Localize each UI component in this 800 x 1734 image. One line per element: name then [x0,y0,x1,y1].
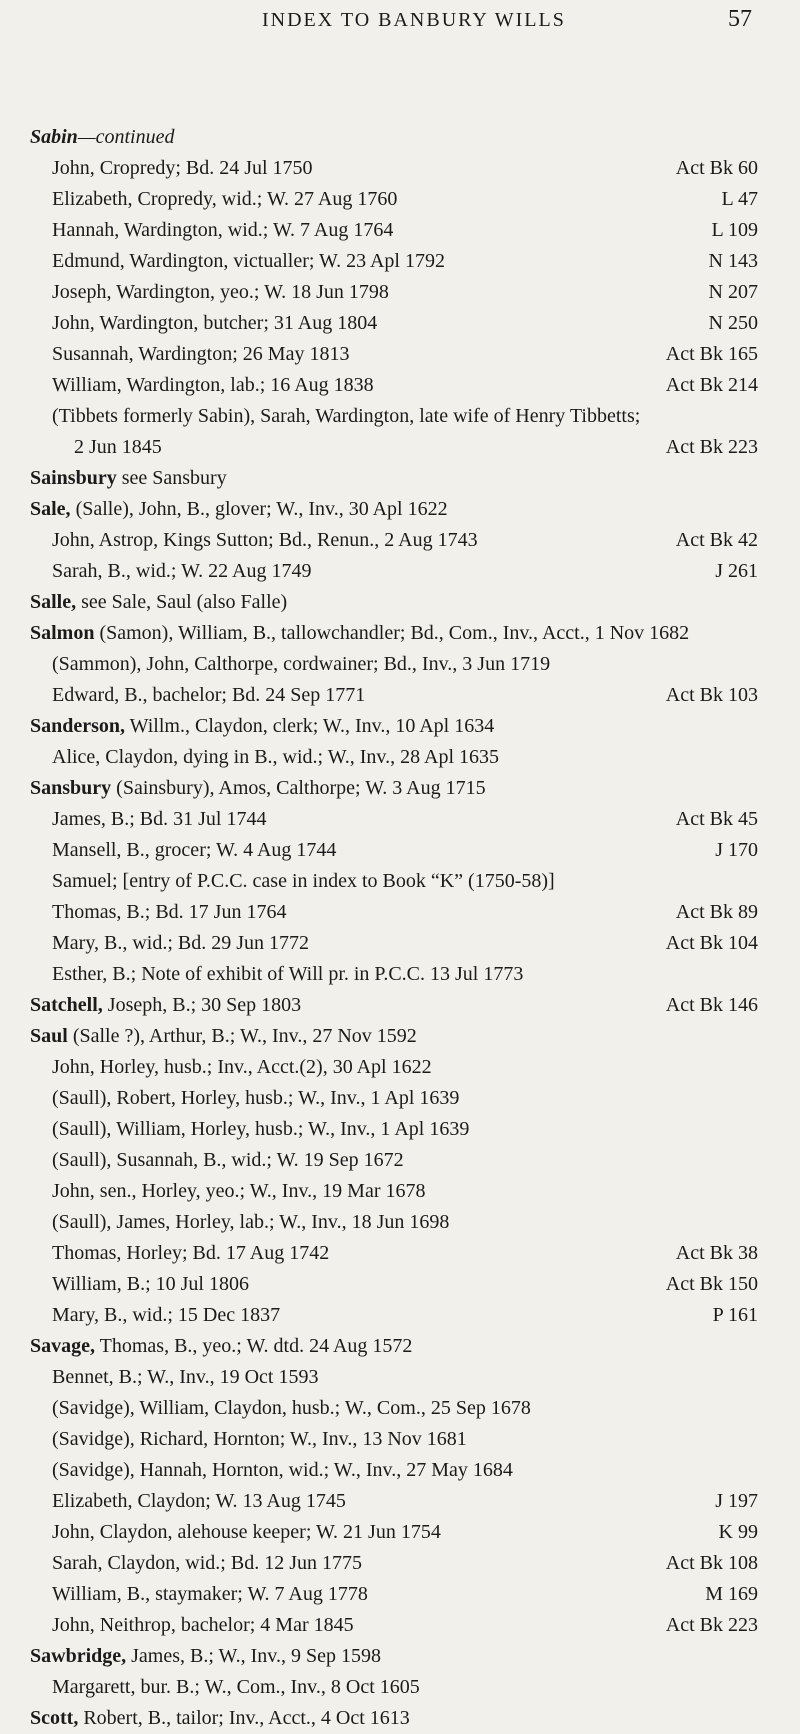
index-line [0,773,800,804]
index-line [0,711,800,742]
index-line [0,215,800,246]
entry-text [52,1517,441,1548]
entry-detail: (Samon), William, B., tallowchandler; Bd., Com., Inv., Acct., 1 Nov 1682 [94,622,690,644]
entry-text [52,1083,459,1114]
entry-text [52,246,445,277]
entry-reference: Act Bk 45 [675,808,758,830]
entry-text [52,835,336,866]
entry-text [52,1269,249,1300]
surname-heading: Savage, [30,1335,95,1357]
entry-text [52,525,478,556]
entry-text [52,1207,449,1238]
entry-detail: see Sale, Saul (also Falle) [76,591,288,613]
index-line [0,556,800,587]
entry-text [30,1021,417,1052]
entry-text [52,1300,280,1331]
index-line [0,1021,800,1052]
index-line [0,1641,800,1672]
entry-text [30,463,227,494]
entry-text [52,897,286,928]
entry-text [52,1610,354,1641]
index-line [0,153,800,184]
index-line [0,1579,800,1610]
surname-heading: Salmon [30,622,95,644]
entry-text [30,122,174,153]
index-line [0,618,800,649]
entry-detail: Willm., Claydon, clerk; W., Inv., 10 Apl 1634 [125,715,495,737]
entry-text [52,401,640,432]
entry-text [52,742,499,773]
surname-heading: Sawbridge, [30,1645,127,1667]
entry-detail: John, Astrop, Kings Sutton; Bd., Renun., 2 Aug 1743 [52,529,478,551]
entry-reference: J 261 [715,560,758,582]
index-line [0,1083,800,1114]
entry-text [52,556,311,587]
entry-text [52,1424,467,1455]
index-line [0,928,800,959]
entry-detail: Samuel; [entry of P.C.C. case in index to Book “K” (1750-58)] [52,870,555,892]
entry-text [52,1176,425,1207]
surname-heading: Salle, [30,591,77,613]
surname-heading: Satchell, [30,994,103,1016]
index-line [0,959,800,990]
index-line [0,277,800,308]
entry-text [30,1331,412,1362]
entry-text [52,1238,329,1269]
entry-detail: (Saull), Susannah, B., wid.; W. 19 Sep 1672 [52,1149,404,1171]
index-line [0,649,800,680]
entry-text [52,928,309,959]
entry-text [30,1641,381,1672]
index-line [0,1176,800,1207]
index-line [0,1362,800,1393]
surname-heading: Sanderson, [30,715,126,737]
entry-reference: Act Bk 103 [665,684,758,706]
entry-detail: —continued [77,126,175,148]
entry-detail: Elizabeth, Claydon; W. 13 Aug 1745 [52,1490,346,1512]
entry-detail: Mary, B., wid.; 15 Dec 1837 [52,1304,281,1326]
surname-heading: Saul [30,1025,68,1047]
entry-detail: Sarah, B., wid.; W. 22 Aug 1749 [52,560,312,582]
entry-text [52,1052,432,1083]
index-line [0,1703,800,1734]
index-line [0,525,800,556]
entry-detail: Thomas, B., yeo.; W. dtd. 24 Aug 1572 [95,1335,413,1357]
entry-text [30,990,301,1021]
entry-text [52,1362,318,1393]
index-line [0,1517,800,1548]
index-line [0,1114,800,1145]
entry-text [52,680,365,711]
entry-text [52,1455,513,1486]
header-title: INDEX TO BANBURY WILLS [262,9,566,31]
entry-text [52,1672,420,1703]
index-line [0,1486,800,1517]
entry-text [52,370,374,401]
index-line [0,1331,800,1362]
entry-detail: John, Horley, husb.; Inv., Acct.(2), 30 Apl 1622 [52,1056,432,1078]
entry-text [52,1486,346,1517]
entry-reference: Act Bk 214 [665,374,758,396]
index-line [0,184,800,215]
entry-detail: John, Claydon, alehouse keeper; W. 21 Jun 1754 [52,1521,441,1543]
entry-detail: Alice, Claydon, dying in B., wid.; W., Inv., 28 Apl 1635 [52,746,500,768]
index-line [0,401,800,432]
index-line [0,835,800,866]
entry-text [52,215,393,246]
entry-detail: Edmund, Wardington, victualler; W. 23 Apl 1792 [52,250,445,272]
index-line [0,1610,800,1641]
entry-text [52,339,349,370]
entry-reference: J 197 [715,1490,758,1512]
entry-detail: (Salle), John, B., glover; W., Inv., 30 Apl 1622 [70,498,448,520]
entry-text [52,277,389,308]
entry-detail: (Saull), James, Horley, lab.; W., Inv., 18 Jun 1698 [52,1211,450,1233]
entry-reference: M 169 [705,1583,758,1605]
surname-heading: Sainsbury [30,467,117,489]
entry-reference: N 250 [708,312,758,334]
surname-heading: Sansbury [30,777,112,799]
entry-text [52,184,397,215]
entry-detail: John, sen., Horley, yeo.; W., Inv., 19 Mar 1678 [52,1180,426,1202]
entry-detail: John, Wardington, butcher; 31 Aug 1804 [52,312,378,334]
entry-detail: Joseph, Wardington, yeo.; W. 18 Jun 1798 [52,281,389,303]
entry-reference: Act Bk 146 [665,994,758,1016]
index-line [0,680,800,711]
index-line [0,1672,800,1703]
entry-reference: Act Bk 104 [665,932,758,954]
index-line [0,1548,800,1579]
entry-detail: Esther, B.; Note of exhibit of Will pr. in P.C.C. 13 Jul 1773 [52,963,524,985]
entry-text [52,1548,362,1579]
entry-reference: L 47 [721,188,758,210]
surname-heading: Sale, [30,498,71,520]
entry-reference: Act Bk 60 [675,157,758,179]
entry-detail: (Savidge), Richard, Hornton; W., Inv., 13 Nov 1681 [52,1428,467,1450]
entry-detail: (Savidge), Hannah, Hornton, wid.; W., Inv., 27 May 1684 [52,1459,513,1481]
entry-detail: (Sammon), John, Calthorpe, cordwainer; Bd., Inv., 3 Jun 1719 [52,653,551,675]
surname-heading: Scott, [30,1707,79,1729]
entry-detail: Thomas, Horley; Bd. 17 Aug 1742 [52,1242,330,1264]
index-line [0,1393,800,1424]
entry-detail: (Sainsbury), Amos, Calthorpe; W. 3 Aug 1715 [111,777,486,799]
entry-reference: Act Bk 223 [665,436,758,458]
entry-detail: (Salle ?), Arthur, B.; W., Inv., 27 Nov 1592 [67,1025,417,1047]
entry-detail: William, B.; 10 Jul 1806 [52,1273,249,1295]
entry-text [30,494,448,525]
index-line [0,339,800,370]
entry-detail: John, Neithrop, bachelor; 4 Mar 1845 [52,1614,354,1636]
entry-reference: J 170 [715,839,758,861]
entry-text [30,711,494,742]
index-line [0,1207,800,1238]
entry-detail: William, B., staymaker; W. 7 Aug 1778 [52,1583,368,1605]
entry-detail: John, Cropredy; Bd. 24 Jul 1750 [52,157,313,179]
entry-detail: Joseph, B.; 30 Sep 1803 [102,994,302,1016]
index-line [0,804,800,835]
entry-detail: Thomas, B.; Bd. 17 Jun 1764 [52,901,287,923]
index-line [0,370,800,401]
entry-detail: Bennet, B.; W., Inv., 19 Oct 1593 [52,1366,319,1388]
entry-detail: William, Wardington, lab.; 16 Aug 1838 [52,374,374,396]
index-line [0,1300,800,1331]
entry-text [52,308,377,339]
index-line [0,1455,800,1486]
entry-text [30,618,689,649]
entry-reference: Act Bk 165 [665,343,758,365]
index-line [0,463,800,494]
index-line [0,432,800,463]
entry-detail: Hannah, Wardington, wid.; W. 7 Aug 1764 [52,219,394,241]
entry-detail: Margarett, bur. B.; W., Com., Inv., 8 Oct 1605 [52,1676,420,1698]
entry-reference: Act Bk 42 [675,529,758,551]
running-header [262,6,752,33]
entry-detail: Mary, B., wid.; Bd. 29 Jun 1772 [52,932,310,954]
index-entries [0,122,800,1734]
index-line [0,587,800,618]
entry-text [30,587,287,618]
entry-detail: Edward, B., bachelor; Bd. 24 Sep 1771 [52,684,366,706]
entry-text [52,1114,469,1145]
index-line [0,122,800,153]
entry-reference: N 143 [708,250,758,272]
entry-reference: Act Bk 108 [665,1552,758,1574]
index-line [0,1052,800,1083]
page-number: 57 [728,6,752,32]
entry-detail: 2 Jun 1845 [74,436,162,458]
entry-text [52,1145,404,1176]
entry-text [52,649,550,680]
entry-reference: Act Bk 223 [665,1614,758,1636]
entry-reference: L 109 [711,219,758,241]
entry-detail: (Saull), Robert, Horley, husb.; W., Inv., 1 Apl 1639 [52,1087,460,1109]
entry-reference: P 161 [712,1304,758,1326]
entry-detail: Sarah, Claydon, wid.; Bd. 12 Jun 1775 [52,1552,362,1574]
entry-text [30,773,486,804]
entry-reference: Act Bk 150 [665,1273,758,1295]
index-line [0,866,800,897]
entry-detail: (Savidge), William, Claydon, husb.; W., Com., 25 Sep 1678 [52,1397,531,1419]
entry-text [30,1703,410,1734]
entry-detail: (Saull), William, Horley, husb.; W., Inv., 1 Apl 1639 [52,1118,470,1140]
index-line [0,742,800,773]
entry-detail: Susannah, Wardington; 26 May 1813 [52,343,350,365]
index-line [0,1238,800,1269]
index-line [0,990,800,1021]
surname-heading: Sabin [30,126,78,148]
entry-text [52,959,523,990]
entry-text [52,1393,531,1424]
entry-detail: James, B.; W., Inv., 9 Sep 1598 [126,1645,381,1667]
index-line [0,246,800,277]
index-line [0,1269,800,1300]
index-line [0,494,800,525]
entry-reference: Act Bk 89 [675,901,758,923]
entry-text [52,804,266,835]
entry-detail: see Sansbury [116,467,227,489]
entry-detail: (Tibbets formerly Sabin), Sarah, Wardington, late wife of Henry Tibbetts; [52,405,641,427]
index-line [0,1424,800,1455]
entry-text [52,1579,368,1610]
entry-text [74,432,162,463]
index-line [0,897,800,928]
index-line [0,308,800,339]
entry-text [52,153,313,184]
entry-reference: Act Bk 38 [675,1242,758,1264]
entry-reference: N 207 [708,281,758,303]
index-line [0,1145,800,1176]
entry-detail: Elizabeth, Cropredy, wid.; W. 27 Aug 1760 [52,188,398,210]
entry-detail: Robert, B., tailor; Inv., Acct., 4 Oct 1613 [78,1707,410,1729]
entry-text [52,866,555,897]
entry-reference: K 99 [718,1521,758,1543]
entry-detail: James, B.; Bd. 31 Jul 1744 [52,808,267,830]
entry-detail: Mansell, B., grocer; W. 4 Aug 1744 [52,839,337,861]
